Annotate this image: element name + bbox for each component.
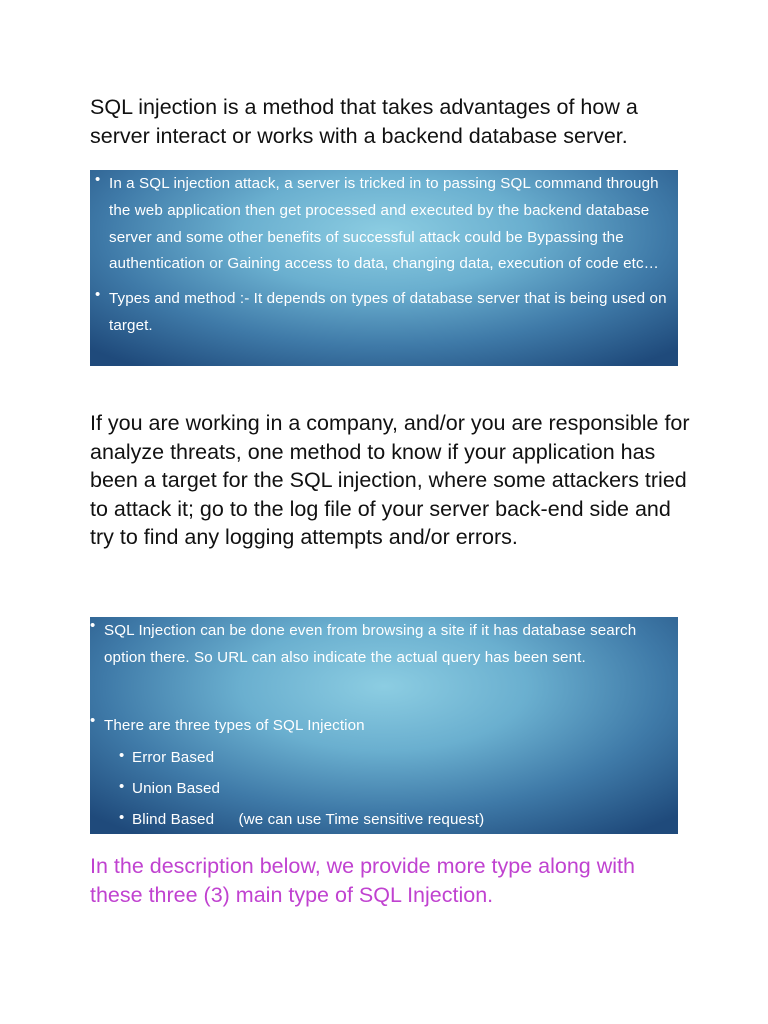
bullet-icon: • xyxy=(119,809,125,826)
slide-bullet-text: There are three types of SQL Injection xyxy=(104,717,365,734)
bullet-icon: • xyxy=(119,778,125,795)
bullet-icon: • xyxy=(90,617,96,634)
sub-item-note: (we can use Time sensitive request) xyxy=(238,811,485,828)
slide-bullet-item xyxy=(95,171,678,278)
middle-paragraph: If you are working in a company, and/or you are responsible for analyze threats, one method to know if your application has been a target for the SQL injection, where some attackers tried to attack it; go to the log file of your server back-end side and try to find any logging attempts and/or errors. xyxy=(90,411,690,550)
slide-bullet-text: SQL Injection can be done even from browsing a site if it has database search option there. So URL can also indicate the actual query has been sent. xyxy=(104,622,637,666)
closing-paragraph: In the description below, we provide more type along with these three (3) main type of SQL Injection. xyxy=(90,854,635,907)
slide-bullet-list xyxy=(95,171,678,340)
slide-bullet-list xyxy=(90,617,678,834)
slide-bullet-item xyxy=(90,712,678,834)
slide-sub-list xyxy=(119,742,678,834)
sub-item-text: Blind Based xyxy=(132,811,215,828)
slide-bullet-text: Types and method :- It depends on types of database server that is being used on target. xyxy=(109,290,667,334)
slide-sub-item xyxy=(119,773,678,804)
bullet-icon: • xyxy=(119,747,125,764)
slide-bullet-item xyxy=(90,617,678,671)
slide-image-attack-overview xyxy=(90,170,678,366)
intro-paragraph: SQL injection is a method that takes advantages of how a server interact or works with a backend database server. xyxy=(90,95,638,148)
slide-image-injection-types xyxy=(90,617,678,834)
bullet-icon: • xyxy=(95,171,101,188)
slide-bullet-text: In a SQL injection attack, a server is tricked in to passing SQL command through the web application then get processed and executed by the backend database server and some other benefits of successful attack could be Bypassing the authentication or Gaining access to data, changing data, execution of code etc… xyxy=(109,175,659,273)
slide-bullet-item xyxy=(95,286,678,340)
bullet-icon: • xyxy=(95,286,101,304)
sub-item-text: Union Based xyxy=(132,780,221,797)
sub-item-text: Error Based xyxy=(132,749,215,766)
slide-sub-item xyxy=(119,742,678,773)
slide-sub-item xyxy=(119,804,678,834)
bullet-icon: • xyxy=(90,712,96,729)
